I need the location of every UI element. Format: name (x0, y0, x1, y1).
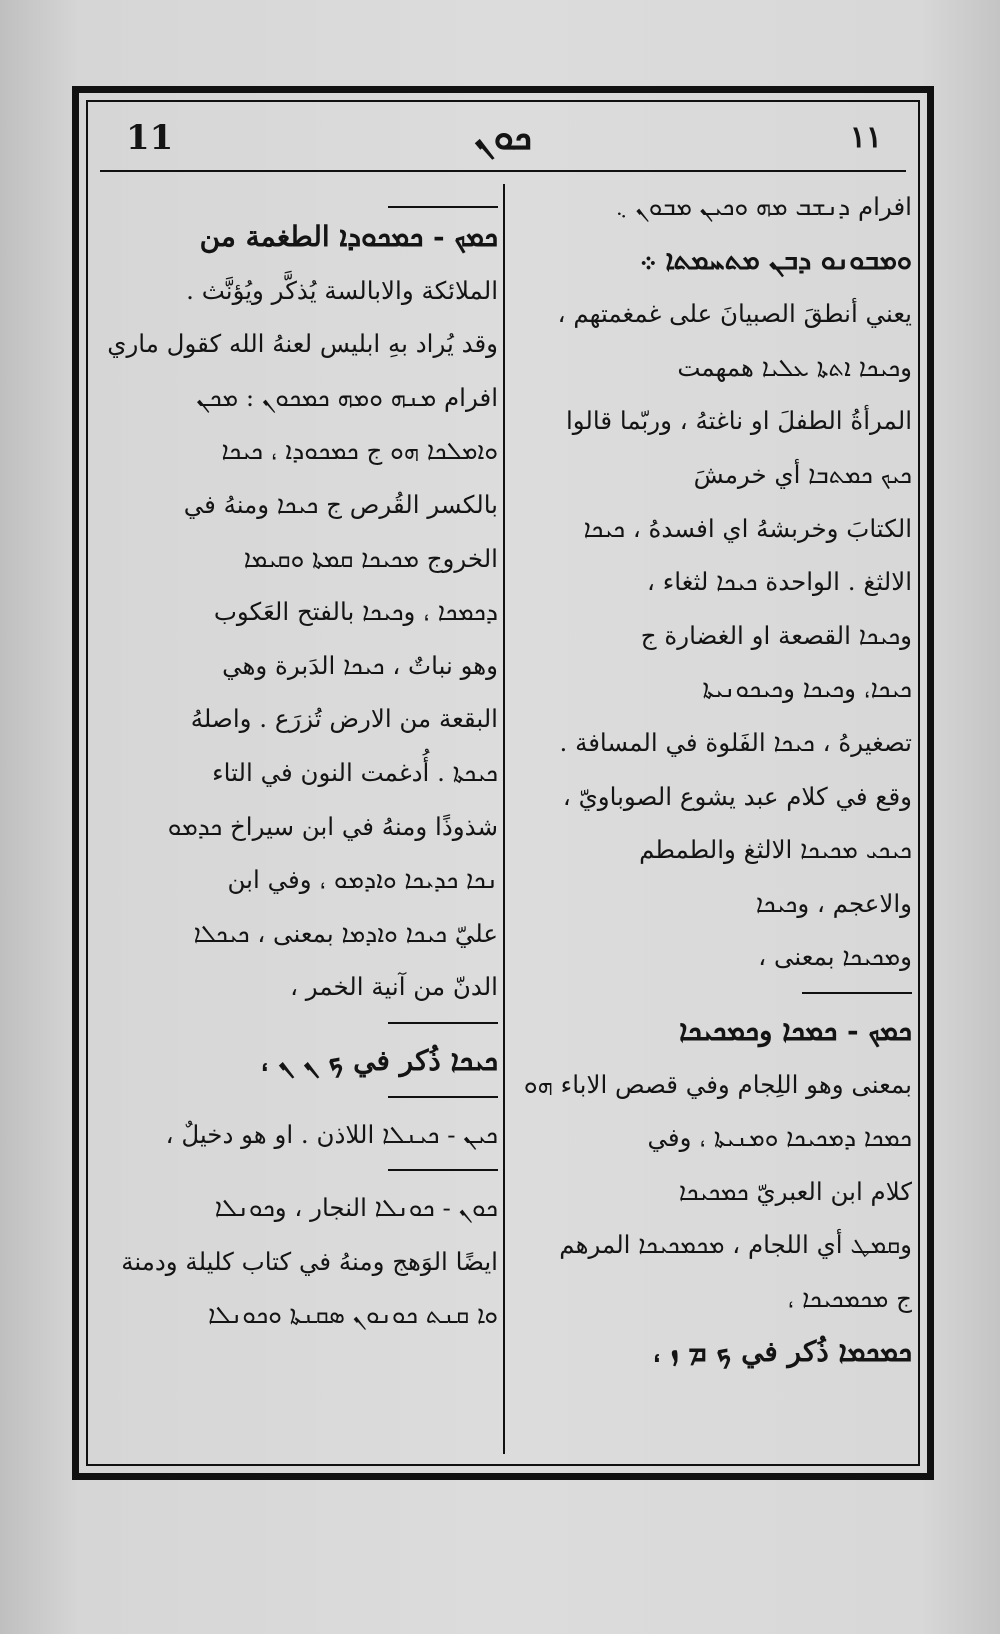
entry-heading: ܟܡܟ - ܟܡܟܐ وܟܡܟܝܟܐ (679, 1013, 912, 1047)
text-line: وقع في كلام عبد يشوع الصوباويّ ، (562, 781, 912, 811)
text-line: وقد يُراد بهِ ابليس لعنهُ الله كقول ماري (107, 329, 498, 359)
page-header (100, 112, 906, 172)
right-column (512, 180, 912, 1379)
text-line: البقعة من الارض تُزرَع . واصلهُ (190, 704, 498, 734)
entry-heading: ܟܝܟܐ ذُكر في ܟ ܢ ܢ ، (260, 1043, 498, 1077)
text-line: يعني أنطقَ الصبيانَ على غمغمتهم ، (557, 299, 912, 329)
text-line: الالثغ . الواحدة ܟܝܟܐ لثغاء ، (647, 567, 912, 597)
page-number-latin: 11 (126, 118, 174, 158)
entry-heading: ܟܘܢ - ܟܘܢܠܐ النجار ، وܟܘܢܠܐ (214, 1193, 498, 1223)
column-divider (503, 184, 505, 1454)
text-line: الدنّ من آنية الخمر ، (290, 972, 498, 1002)
text-line: شذوذًا ومنهُ في ابن سيراخ ܟܕܡܘ (167, 811, 498, 841)
left-column (102, 180, 498, 1342)
text-line: وهو نباتٌ ، ܟܝܟܐ الدَبرة وهي (222, 650, 498, 680)
text-line: ܟܝܟ ܟܡܬܒܐ أي خرمشَ (693, 459, 912, 489)
text-line: الكتابَ وخربشهُ اي افسدهُ ، ܟܝܟܐ (583, 513, 912, 543)
text-line: الملائكة والابالسة يُذكَّر ويُؤنَّث . (186, 275, 498, 305)
section-divider (102, 1088, 498, 1108)
text-line: ܟܝܟܝ ܡܟܝܟܐ الالثغ والطمطم (639, 835, 912, 865)
text-line: ܢܟܐ ܟܕܝܟܐ ܘܐܕܡܘ ، وفي ابن (227, 865, 498, 895)
text-line: وܟܝܟܐ القصعة او الغضارة ج (640, 620, 912, 650)
text-line: وܩܡܛ أي اللجام ، ܡܟܡܟܝܟܐ المرهم (559, 1230, 912, 1260)
text-line: ايضًا الوَهج ومنهُ في كتاب كليلة ودمنة (121, 1246, 498, 1276)
section-divider (102, 1161, 498, 1181)
text-line: افرام ܡܢܗ ܘܡܗ ܟܡܟܘܢ : ܡܟܢ (196, 382, 498, 412)
text-line: ܟܝܟܬܐ . أُدغمت النون في التاء (212, 757, 498, 787)
text-line: وܡܟܝܟܐ بمعنى ، (758, 942, 912, 972)
text-line: بالكسر القُرص ج ܟܝܟܐ ومنهُ في (183, 489, 498, 519)
text-line: ܟܡܟܐ ܕܡܟܝܟܐ ܘܡܢܝܬܐ ، وفي (647, 1123, 912, 1153)
entry-heading: ܟܝܢ - ܟܝܢܠܐ اللاذن . او هو دخيلٌ ، (165, 1119, 498, 1149)
text-line: كلام ابن العبريّ ܟܡܟܝܟܐ (678, 1176, 912, 1206)
section-divider (512, 984, 912, 1004)
text-line: عليّ ܟܝܟܐ ܘܐܕܡܐ بمعنى ، ܟܝܟܠܐ (193, 918, 498, 948)
text-line: بمعنى وهو اللِجام وفي قصص الاباء ܗܘ (523, 1069, 912, 1099)
page-title: ܟܘܢ (474, 116, 532, 158)
text-line: والاعجم ، وܟܝܟܐ (755, 888, 912, 918)
section-divider (102, 1014, 498, 1034)
text-line: ܘܐܡܠܟܐ ܗܘ ج ܟܡܟܘܕܐ ، ܟܝܟܐ (221, 436, 498, 466)
entry-heading: ܟܡܟܡܐ ذُكر في ܟ ܡ ܙ ، (653, 1335, 912, 1369)
text-line: ܕܟܡܟܐ ، وܟܝܟܐ بالفتح العَكوب (213, 597, 498, 627)
text-line: الخروج ܡܟܝܟܐ ܩܡܬܐ ܘܩܝܡܐ (243, 543, 498, 573)
entry-heading: ܟܡܟ - ܟܡܟܘܕܐ الطغمة من (199, 220, 498, 253)
text-line: ج ܡܟܡܟܝܟܐ ، (787, 1283, 912, 1313)
section-divider (102, 180, 498, 210)
page-number-arabic: ١١ (849, 120, 882, 155)
text-line: المرأةُ الطفلَ او ناغتهُ ، وربّما قالوا (565, 406, 912, 436)
text-line: ܘܐ ܩܢܬ ܟܘܢܘܢ ܣܩܢܬܐ ܘܟܘܢܠܐ (208, 1300, 498, 1330)
text-line: افرام ܕܢܫܒ ܡܗ ܘܟܝܢ ܡܒܘܢ ܆ (615, 192, 912, 221)
text-line: وܟܝܟܐ ܐܬܬܐ ܥܠܝܐ همهمت (677, 352, 912, 382)
text-line: ܟܝܟܐ، وܟܝܟܐ وܟܝܟܘܢܝܬܐ (702, 674, 912, 704)
header-rule (100, 170, 906, 172)
text-line: تصغيرهُ ، ܟܝܟܐ الفَلوة في المسافة . (559, 727, 912, 757)
text-line: ܘܡܒܘܢܘ ܕܒܢ ܡܬܚܡܬܐ ܀ (639, 244, 912, 276)
